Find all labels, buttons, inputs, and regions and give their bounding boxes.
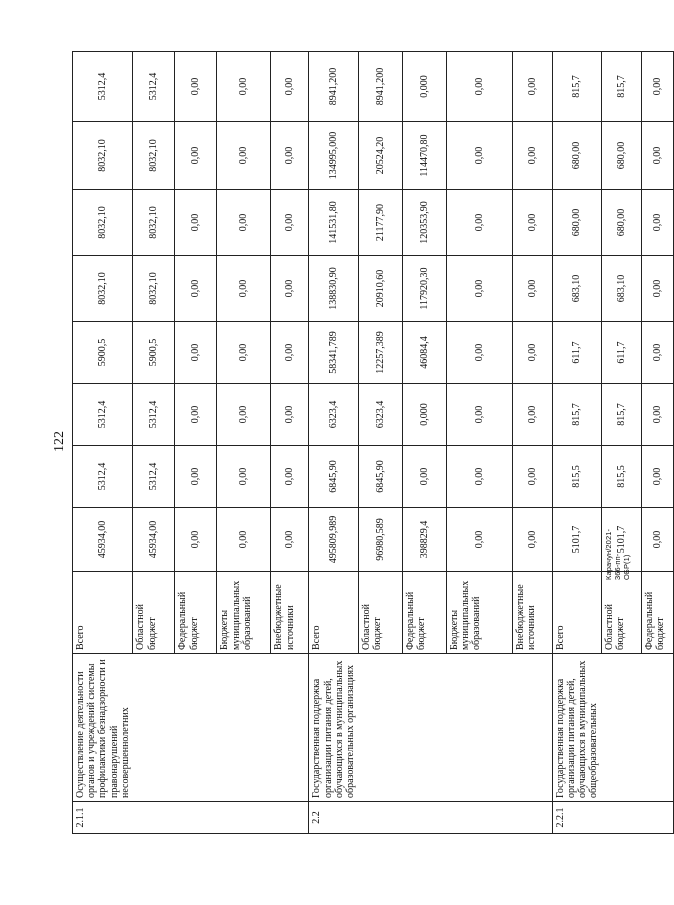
amount-cell: 0,00 [217,446,271,508]
item-number-cell [358,802,402,834]
item-name-cell [271,654,309,802]
amount-cell: 12257,389 [358,322,402,384]
amount-cell: 0,00 [271,256,309,322]
amount-cell: 134995,000 [309,122,358,190]
amount-cell: 120353,90 [402,190,446,256]
amount-cell: 0,00 [641,52,673,122]
item-number-cell [175,802,217,834]
amount-cell: 0,00 [446,446,512,508]
amount-cell: 680,00 [552,122,601,190]
funding-source-cell: Федеральный бюджет [402,572,446,654]
amount-cell: 0,00 [271,322,309,384]
amount-cell: 680,00 [601,190,641,256]
item-name-cell [358,654,402,802]
amount-cell: 0,00 [175,256,217,322]
item-name-cell [641,654,673,802]
amount-cell: 0,00 [512,122,552,190]
amount-cell: 0,00 [175,322,217,384]
amount-cell: 0,00 [641,384,673,446]
amount-cell: 5312,4 [73,446,133,508]
amount-cell: 5900,5 [73,322,133,384]
funding-source-cell: Всего [73,572,133,654]
amount-cell: 96980,589 [358,508,402,572]
amount-cell: 0,00 [175,190,217,256]
table-row [133,52,175,834]
table-row [271,52,309,834]
amount-cell: 0,00 [271,52,309,122]
amount-cell: 6323,4 [309,384,358,446]
budget-table-body [73,52,674,834]
item-name-cell: Государственная поддержка организации питания детей, обучающихся в муниципальных образовательных организациях [309,654,358,802]
amount-cell: 8941,200 [358,52,402,122]
table-row [446,52,512,834]
item-number-cell [641,802,673,834]
amount-cell: 0,000 [402,384,446,446]
amount-cell: 8941,200 [309,52,358,122]
funding-source-cell: Федеральный бюджет [175,572,217,654]
amount-cell: 0,00 [446,52,512,122]
amount-cell: 0,00 [641,508,673,572]
amount-cell: 495809,989 [309,508,358,572]
table-row [512,52,552,834]
amount-cell: 0,00 [512,256,552,322]
amount-cell: 0,00 [271,122,309,190]
amount-cell: 0,00 [512,446,552,508]
amount-cell: 680,00 [601,122,641,190]
amount-cell: 0,00 [446,384,512,446]
amount-cell: 0,00 [271,190,309,256]
amount-cell: 0,00 [175,122,217,190]
item-number-cell [402,802,446,834]
amount-cell: 815,5 [601,446,641,508]
page-number: 122 [52,431,67,452]
amount-cell: 0,00 [217,384,271,446]
item-name-cell [217,654,271,802]
amount-cell: 0,00 [271,384,309,446]
amount-cell: 8032,10 [133,122,175,190]
amount-cell: 815,7 [552,384,601,446]
item-number-cell: 2.2.1 [552,802,601,834]
amount-cell: 20910,60 [358,256,402,322]
amount-cell: 0,00 [512,322,552,384]
amount-cell: 6845,90 [309,446,358,508]
amount-cell: 0,00 [512,508,552,572]
amount-cell: 8032,10 [133,256,175,322]
funding-source-cell: Областной бюджет [358,572,402,654]
amount-cell: 398829,4 [402,508,446,572]
amount-cell: 0,00 [641,190,673,256]
amount-cell: 683,10 [552,256,601,322]
item-name-cell [512,654,552,802]
amount-cell: 0,00 [512,384,552,446]
item-name-cell [175,654,217,802]
amount-cell: 0,00 [217,322,271,384]
amount-cell: 8032,10 [73,190,133,256]
funding-source-cell: Всего [552,572,601,654]
amount-cell: 0,00 [217,122,271,190]
item-number-cell [601,802,641,834]
amount-cell: 0,00 [512,190,552,256]
amount-cell: 611,7 [601,322,641,384]
amount-cell: 5900,5 [133,322,175,384]
amount-cell: 0,00 [175,508,217,572]
amount-cell: 5101,7 [601,508,641,572]
item-number-cell [271,802,309,834]
funding-source-cell: Внебюджетные источники [512,572,552,654]
amount-cell: 5312,4 [73,384,133,446]
item-name-cell [133,654,175,802]
funding-source-cell: Бюджеты муниципальных образований [446,572,512,654]
funding-source-cell: Областной бюджет [133,572,175,654]
table-row [552,52,601,834]
funding-source-cell: Бюджеты муниципальных образований [217,572,271,654]
table-row [217,52,271,834]
table-row [402,52,446,834]
item-number-cell [217,802,271,834]
amount-cell: 114470,80 [402,122,446,190]
funding-source-cell: Областной бюджет [601,572,641,654]
table-row [175,52,217,834]
amount-cell: 46084,4 [402,322,446,384]
amount-cell: 0,00 [446,322,512,384]
table-row [641,52,673,834]
budget-table [72,51,674,834]
amount-cell: 117920,30 [402,256,446,322]
amount-cell: 0,00 [641,322,673,384]
amount-cell: 0,00 [641,122,673,190]
table-row [358,52,402,834]
funding-source-cell: Всего [309,572,358,654]
item-number-cell [512,802,552,834]
amount-cell: 45934,00 [73,508,133,572]
item-name-cell [402,654,446,802]
amount-cell: 611,7 [552,322,601,384]
amount-cell: 815,7 [601,384,641,446]
amount-cell: 0,00 [446,508,512,572]
item-name-cell [601,654,641,802]
amount-cell: 0,00 [175,52,217,122]
amount-cell: 5312,4 [133,446,175,508]
amount-cell: 5101,7 [552,508,601,572]
table-row [73,52,133,834]
amount-cell: 8032,10 [133,190,175,256]
amount-cell: 0,00 [217,508,271,572]
funding-source-cell: Внебюджетные источники [271,572,309,654]
amount-cell: 5312,4 [133,52,175,122]
item-number-cell: 2.2 [309,802,358,834]
amount-cell: 0,00 [217,190,271,256]
amount-cell: 138830,90 [309,256,358,322]
amount-cell: 141531,80 [309,190,358,256]
amount-cell: 6845,90 [358,446,402,508]
amount-cell: 815,7 [552,52,601,122]
table-row [601,52,641,834]
document-code: Карачун/2021-366-пп-ОБР(1) [604,528,631,580]
item-name-cell: Государственная поддержка организации питания детей, обучающихся в муниципальных общеобразовательных [552,654,601,802]
amount-cell: 0,000 [402,52,446,122]
amount-cell: 5312,4 [133,384,175,446]
item-name-cell: Осуществление деятельности органов и учреждений системы профилактики безнадзорности и правонарушений несовершеннолетних [73,654,133,802]
amount-cell: 21177,90 [358,190,402,256]
amount-cell: 0,00 [217,52,271,122]
amount-cell: 680,00 [552,190,601,256]
amount-cell: 0,00 [641,446,673,508]
amount-cell: 0,00 [641,256,673,322]
amount-cell: 20524,20 [358,122,402,190]
item-number-cell: 2.1.1 [73,802,133,834]
table-row [309,52,358,834]
funding-source-cell: Федеральный бюджет [641,572,673,654]
amount-cell: 8032,10 [73,256,133,322]
amount-cell: 815,7 [601,52,641,122]
amount-cell: 0,00 [175,446,217,508]
amount-cell: 815,5 [552,446,601,508]
amount-cell: 0,00 [446,122,512,190]
item-number-cell [133,802,175,834]
amount-cell: 0,00 [217,256,271,322]
amount-cell: 683,10 [601,256,641,322]
item-name-cell [446,654,512,802]
amount-cell: 6323,4 [358,384,402,446]
amount-cell: 0,00 [402,446,446,508]
amount-cell: 0,00 [512,52,552,122]
amount-cell: 45934,00 [133,508,175,572]
amount-cell: 0,00 [175,384,217,446]
amount-cell: 58341,789 [309,322,358,384]
amount-cell: 0,00 [446,256,512,322]
amount-cell: 0,00 [271,508,309,572]
amount-cell: 0,00 [446,190,512,256]
amount-cell: 0,00 [271,446,309,508]
amount-cell: 8032,10 [73,122,133,190]
amount-cell: 5312,4 [73,52,133,122]
item-number-cell [446,802,512,834]
